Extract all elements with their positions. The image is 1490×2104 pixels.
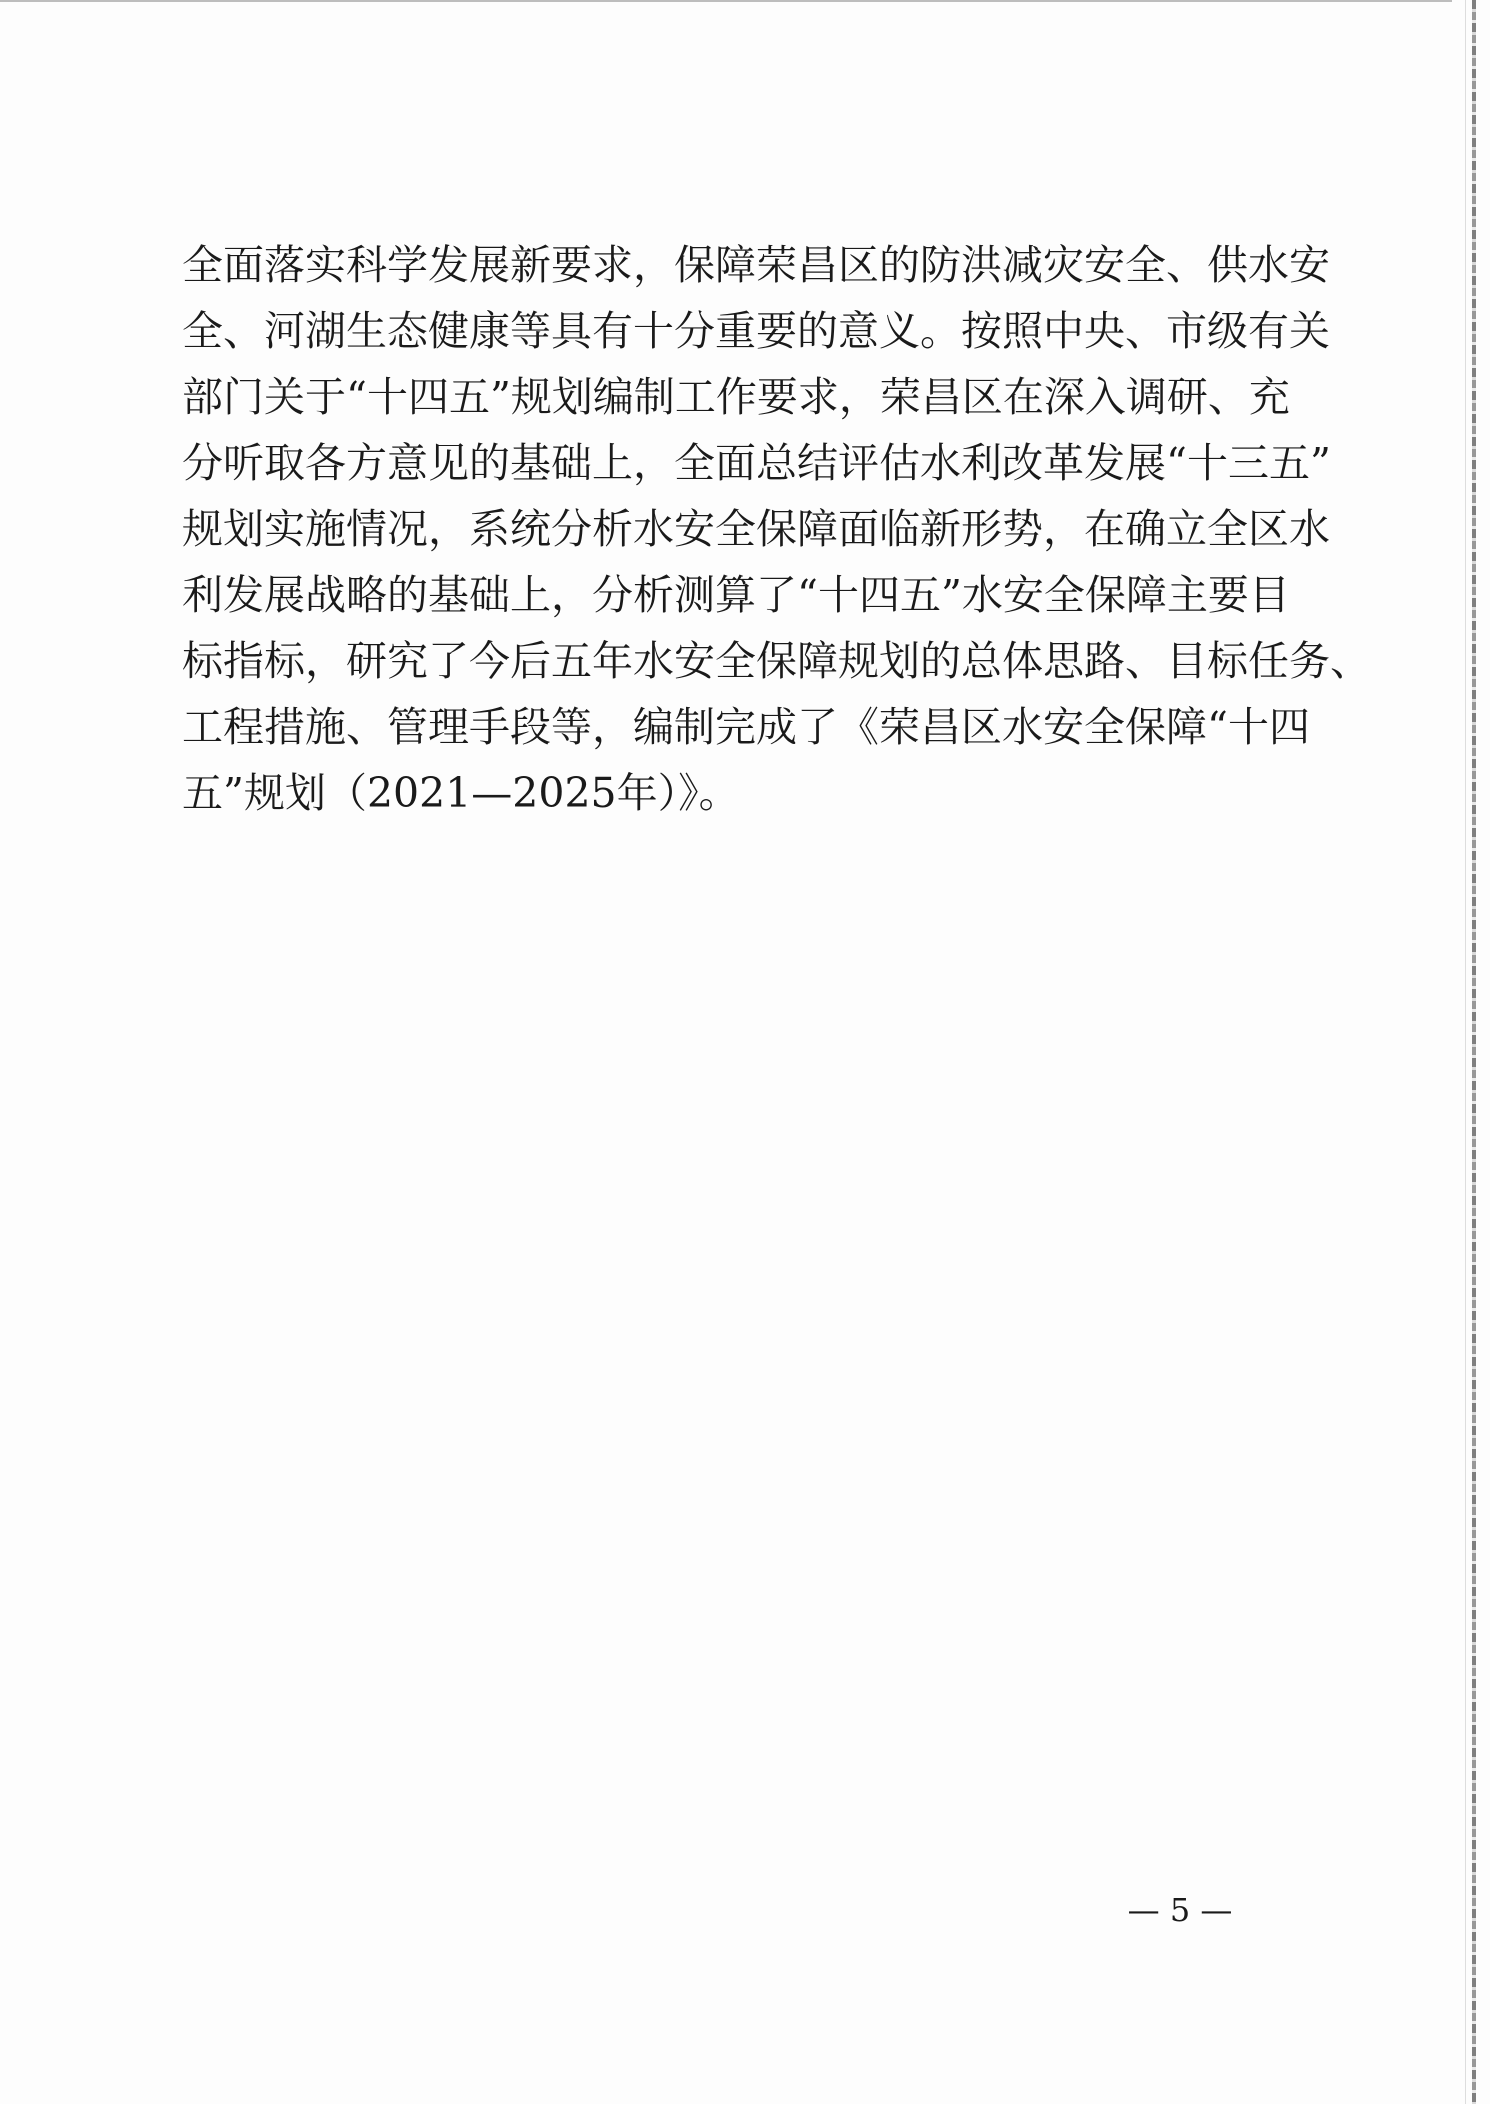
page-number: — 5 — [1127,1891,1233,1929]
paragraph-line: 分听取各方意见的基础上，全面总结评估水利改革发展“十三五” [182,439,1331,487]
page-top-edge [0,0,1452,2]
paragraph-line: 五”规划（2021—2025年）》。 [182,769,740,817]
paragraph-line: 规划实施情况，系统分析水安全保障面临新形势，在确立全区水 [182,505,1330,553]
paragraph-line: 部门关于“十四五”规划编制工作要求，荣昌区在深入调研、充 [182,373,1290,421]
paragraph-line: 利发展战略的基础上，分析测算了“十四五”水安全保障主要目 [182,571,1290,619]
scan-binding-edge [1472,0,1476,2104]
paragraph-line: 全面落实科学发展新要求，保障荣昌区的防洪减灾安全、供水安 [182,241,1330,289]
paragraph-line: 全、河湖生态健康等具有十分重要的意义。按照中央、市级有关 [182,307,1330,355]
paragraph-line: 工程措施、管理手段等，编制完成了《荣昌区水安全保障“十四 [182,703,1310,751]
scan-edge-line [1465,0,1466,2104]
body-paragraph [182,232,1371,826]
paragraph-line: 标指标，研究了今后五年水安全保障规划的总体思路、目标任务、 [182,637,1371,685]
